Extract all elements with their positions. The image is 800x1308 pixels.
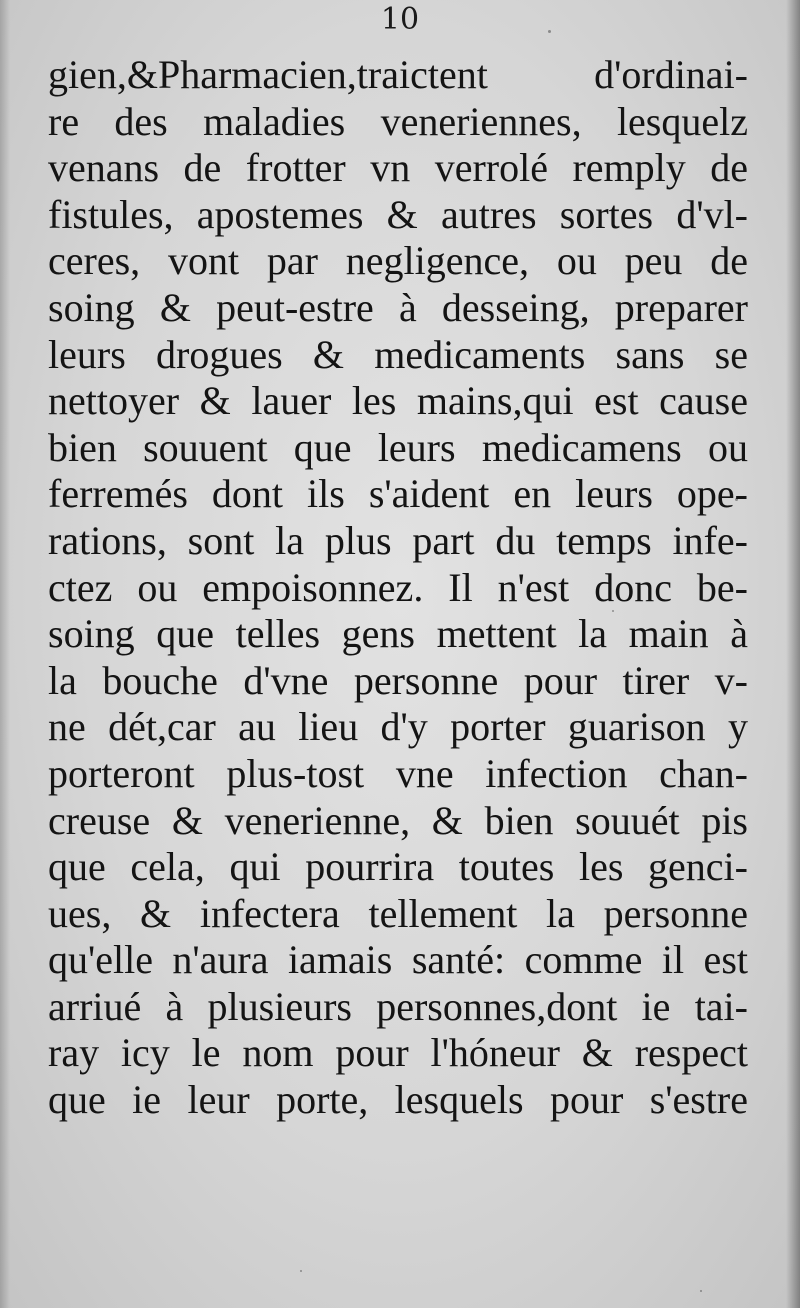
- text-line: que cela, qui pourrira toutes les genci-: [48, 844, 748, 890]
- page-right-shadow: [786, 0, 800, 1308]
- text-line: ferremés dont ils s'aident en leurs ope-: [48, 471, 748, 517]
- page-number: 10: [380, 2, 420, 37]
- text-line: ceres, vont par negligence, ou peu de: [48, 238, 748, 284]
- page-left-shadow: [0, 0, 10, 1308]
- text-line: leurs drogues & medicaments sans se: [48, 331, 748, 377]
- text-line: soing que telles gens mettent la main à: [48, 611, 748, 657]
- text-line: ne dét,car au lieu d'y porter guarison y: [48, 704, 748, 750]
- text-line: que ie leur porte, lesquels pour s'estre: [48, 1077, 748, 1123]
- text-line: rations, sont la plus part du temps infe-: [48, 517, 748, 563]
- text-line: re des maladies veneriennes, lesquelz: [48, 98, 748, 144]
- text-line: qu'elle n'aura iamais santé: comme il est: [48, 937, 748, 983]
- text-line: ues, & infectera tellement la personne: [48, 890, 748, 936]
- text-line: venans de frotter vn verrolé remply de: [48, 145, 748, 191]
- text-line: gien,&Pharmacien,traictent d'ordinai-: [48, 52, 748, 97]
- text-line: la bouche d'vne personne pour tirer v-: [48, 657, 748, 703]
- text-line: porteront plus-tost vne infection chan-: [48, 750, 748, 796]
- text-line: ctez ou empoisonnez. Il n'est donc be-: [48, 564, 748, 610]
- text-line: nettoyer & lauer les mains,qui est cause: [48, 378, 748, 424]
- text-line: arriué à plusieurs personnes,dont ie tai-: [48, 983, 748, 1029]
- body-text: [48, 52, 748, 1124]
- text-line: ray icy le nom pour l'hóneur & respect: [48, 1030, 748, 1076]
- text-line: bien souuent que leurs medicamens ou: [48, 424, 748, 470]
- text-line: fistules, apostemes & autres sortes d'vl-: [48, 191, 748, 237]
- text-line: soing & peut-estre à desseing, preparer: [48, 284, 748, 330]
- text-line: creuse & venerienne, & bien souuét pis: [48, 797, 748, 843]
